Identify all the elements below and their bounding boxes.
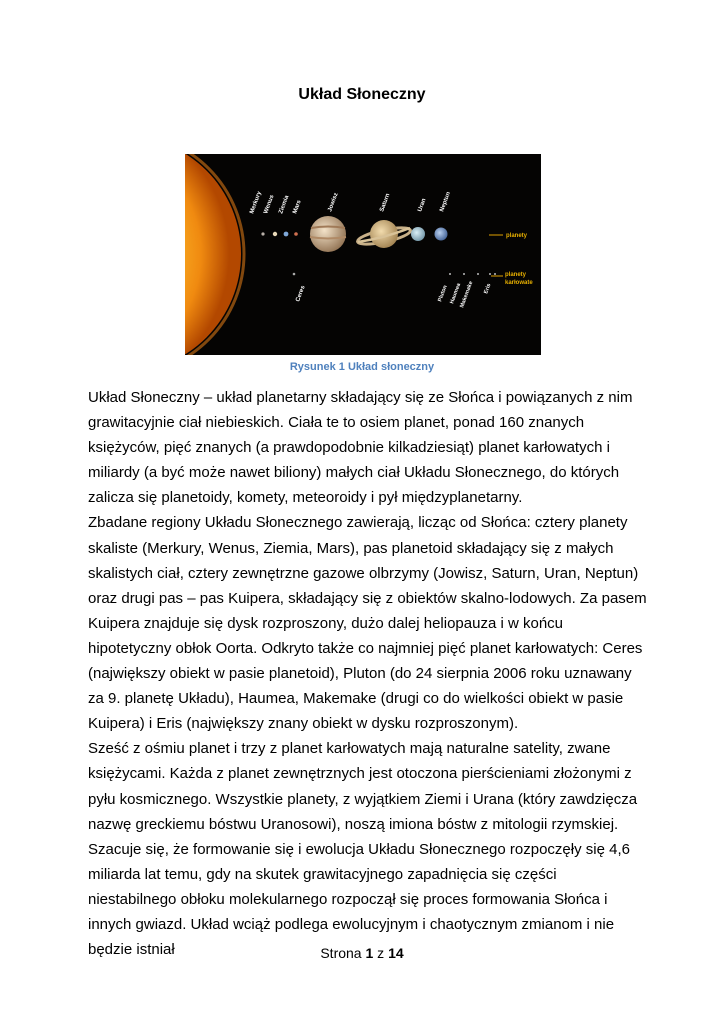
footer-separator: z: [377, 945, 385, 961]
dwarf-label: Pluton: [437, 284, 449, 303]
dwarf-label: Makemake: [459, 280, 475, 309]
footer-prefix: Strona: [320, 945, 362, 961]
planet-label: Jowisz: [327, 192, 340, 213]
planet-label: Merkury: [249, 190, 263, 215]
dwarf-label: Haumea: [449, 282, 463, 305]
venus: [273, 232, 277, 236]
footer-total-pages: 14: [388, 945, 404, 961]
dwarf-label: Ceres: [295, 284, 307, 303]
mercury: [261, 232, 264, 235]
page-footer: [0, 945, 724, 961]
paragraph: Szacuje się, że formowanie się i ewolucja Układu Słonecznego rozpoczęły się 4,6 miliarda lat temu, gdy na skutek grawitacyjnego zapadnięcia się części niestabilnego obłoku molekularnego rozpoczął się proces formowania Słońca i innych gwiazd. Układ wciąż podlega ewolucyjnym i chaotycznym zmianom i nie będzie istniał: [88, 840, 630, 959]
mars: [294, 232, 298, 236]
jupiter: [310, 216, 346, 252]
solar-system-illustration: [185, 154, 541, 355]
legend-dwarf-label-line2: karłowate: [505, 280, 533, 286]
body-text: [88, 385, 648, 962]
paragraph: Sześć z ośmiu planet i trzy z planet karłowatych mają naturalne satelity, zwane księżycami. Każda z planet zewnętrznych jest otoczona pierścieniami złożonymi z pyłu kosmicznego. Wszystkie planety, z wyjątkiem Ziemi i Urana (który zawdzięcza nazwę greckiemu bóstwu Uranosowi), noszą imiona bóstw z mitologii rzymskiej.: [88, 740, 638, 833]
uranus: [411, 227, 425, 241]
figure-caption: Rysunek 1 Układ słoneczny: [289, 361, 435, 373]
paragraph: Zbadane regiony Układu Słonecznego zawierają, licząc od Słońca: cztery planety skaliste (Merkury, Wenus, Ziemia, Mars), pas planetoid składający się z małych skalistych ciał, cztery zewnętrzne gazowe olbrzymy (Jowisz, Saturn, Uran, Neptun) oraz drugi pas – pas Kuipera, składający się z obiektów skalno-lodowych. Za pasem Kuipera znajduje się dysk rozproszony, dużo dalej heliopauza i w końcu hipotetyczny obłok Oorta. Odkryto także co najmniej pięć planet karłowatych: Ceres (największy obiekt w pasie planetoid), Pluton (do 24 sierpnia 2006 roku uznawany za 9. planetę Układu), Haumea, Makemake (drugi co do wielkości obiekt w pasie Kuipera) i Eris (największy znany obiekt w dysku rozproszonym).: [88, 514, 647, 733]
page-title: Układ Słoneczny: [298, 86, 426, 103]
planet-label: Mars: [292, 199, 303, 215]
planet-label: Neptun: [439, 191, 452, 213]
footer-page-number: 1: [365, 945, 374, 961]
legend-planets-label: planety: [506, 233, 528, 239]
ceres: [293, 273, 296, 276]
planet-label: Wenus: [263, 194, 276, 215]
legend-dwarf-label-line1: planety: [505, 272, 527, 278]
planet-label: Saturn: [379, 192, 392, 213]
paragraph: Układ Słoneczny – układ planetarny składający się ze Słońca i powiązanych z nim grawitacyjnie ciał niebieskich. Ciała te to osiem planet, ponad 160 znanych księżyców, pięć znanych (a prawdopodobnie kilkadziesiąt) planet karłowatych i miliardy (a być może nawet biliony) małych ciał Układu Słonecznego, do których zalicza się planetoidy, komety, meteoroidy i pył międzyplanetarny.: [88, 389, 633, 507]
solar-system-figure: [185, 154, 541, 355]
dwarf-label: Eris: [483, 282, 493, 295]
earth: [284, 232, 289, 237]
planet-label: Uran: [417, 197, 428, 213]
neptune: [435, 228, 448, 241]
planet-label: Ziemia: [278, 194, 291, 215]
